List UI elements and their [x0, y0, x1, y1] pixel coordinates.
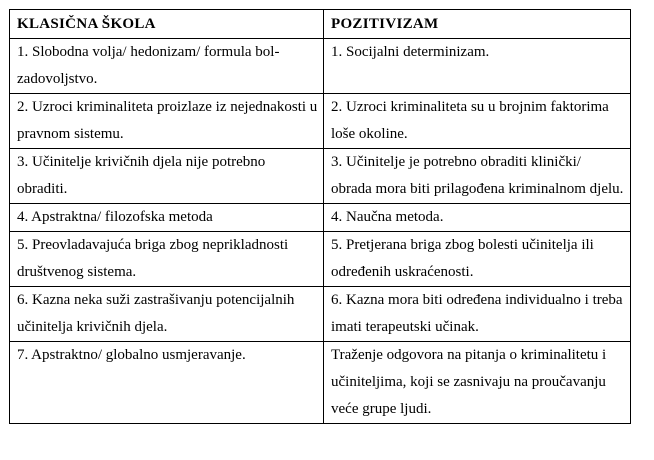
table-body: [10, 39, 631, 424]
table-cell-right-1: 1. Socijalni determinizam.: [324, 39, 631, 94]
table-row: [10, 204, 631, 232]
table-cell-left-4: 4. Apstraktna/ filozofska metoda: [10, 204, 324, 232]
table-cell-left-6: 6. Kazna neka suži zastrašivanju potencijalnih učinitelja krivičnih djela.: [10, 287, 324, 342]
column-header-klasicna-skola: KLASIČNA ŠKOLA: [10, 10, 324, 39]
table-cell-right-7: Traženje odgovora na pitanja o kriminalitetu i učiniteljima, koji se zasnivaju na proučavanju veće grupe ljudi.: [324, 342, 631, 424]
table-cell-right-4: 4. Naučna metoda.: [324, 204, 631, 232]
table-row: [10, 94, 631, 149]
table-cell-left-5: 5. Preovladavajuća briga zbog neprikladnosti društvenog sistema.: [10, 232, 324, 287]
table-cell-left-2: 2. Uzroci kriminaliteta proizlaze iz nejednakosti u pravnom sistemu.: [10, 94, 324, 149]
table-cell-left-3: 3. Učinitelje krivičnih djela nije potrebno obraditi.: [10, 149, 324, 204]
table-header-row: [10, 10, 631, 39]
table-cell-left-1: 1. Slobodna volja/ hedonizam/ formula bol-zadovoljstvo.: [10, 39, 324, 94]
table-row: [10, 342, 631, 424]
table-cell-right-6: 6. Kazna mora biti određena individualno i treba imati terapeutski učinak.: [324, 287, 631, 342]
table-cell-right-3: 3. Učinitelje je potrebno obraditi klinički/ obrada mora biti prilagođena kriminalnom djelu.: [324, 149, 631, 204]
table-row: [10, 232, 631, 287]
table-row: [10, 39, 631, 94]
table-cell-right-2: 2. Uzroci kriminaliteta su u brojnim faktorima loše okoline.: [324, 94, 631, 149]
table-row: [10, 287, 631, 342]
table-cell-left-7: 7. Apstraktno/ globalno usmjeravanje.: [10, 342, 324, 424]
column-header-pozitivizam: POZITIVIZAM: [324, 10, 631, 39]
table-row: [10, 149, 631, 204]
table-cell-right-5: 5. Pretjerana briga zbog bolesti učinitelja ili određenih uskraćenosti.: [324, 232, 631, 287]
comparison-table: [9, 9, 631, 424]
